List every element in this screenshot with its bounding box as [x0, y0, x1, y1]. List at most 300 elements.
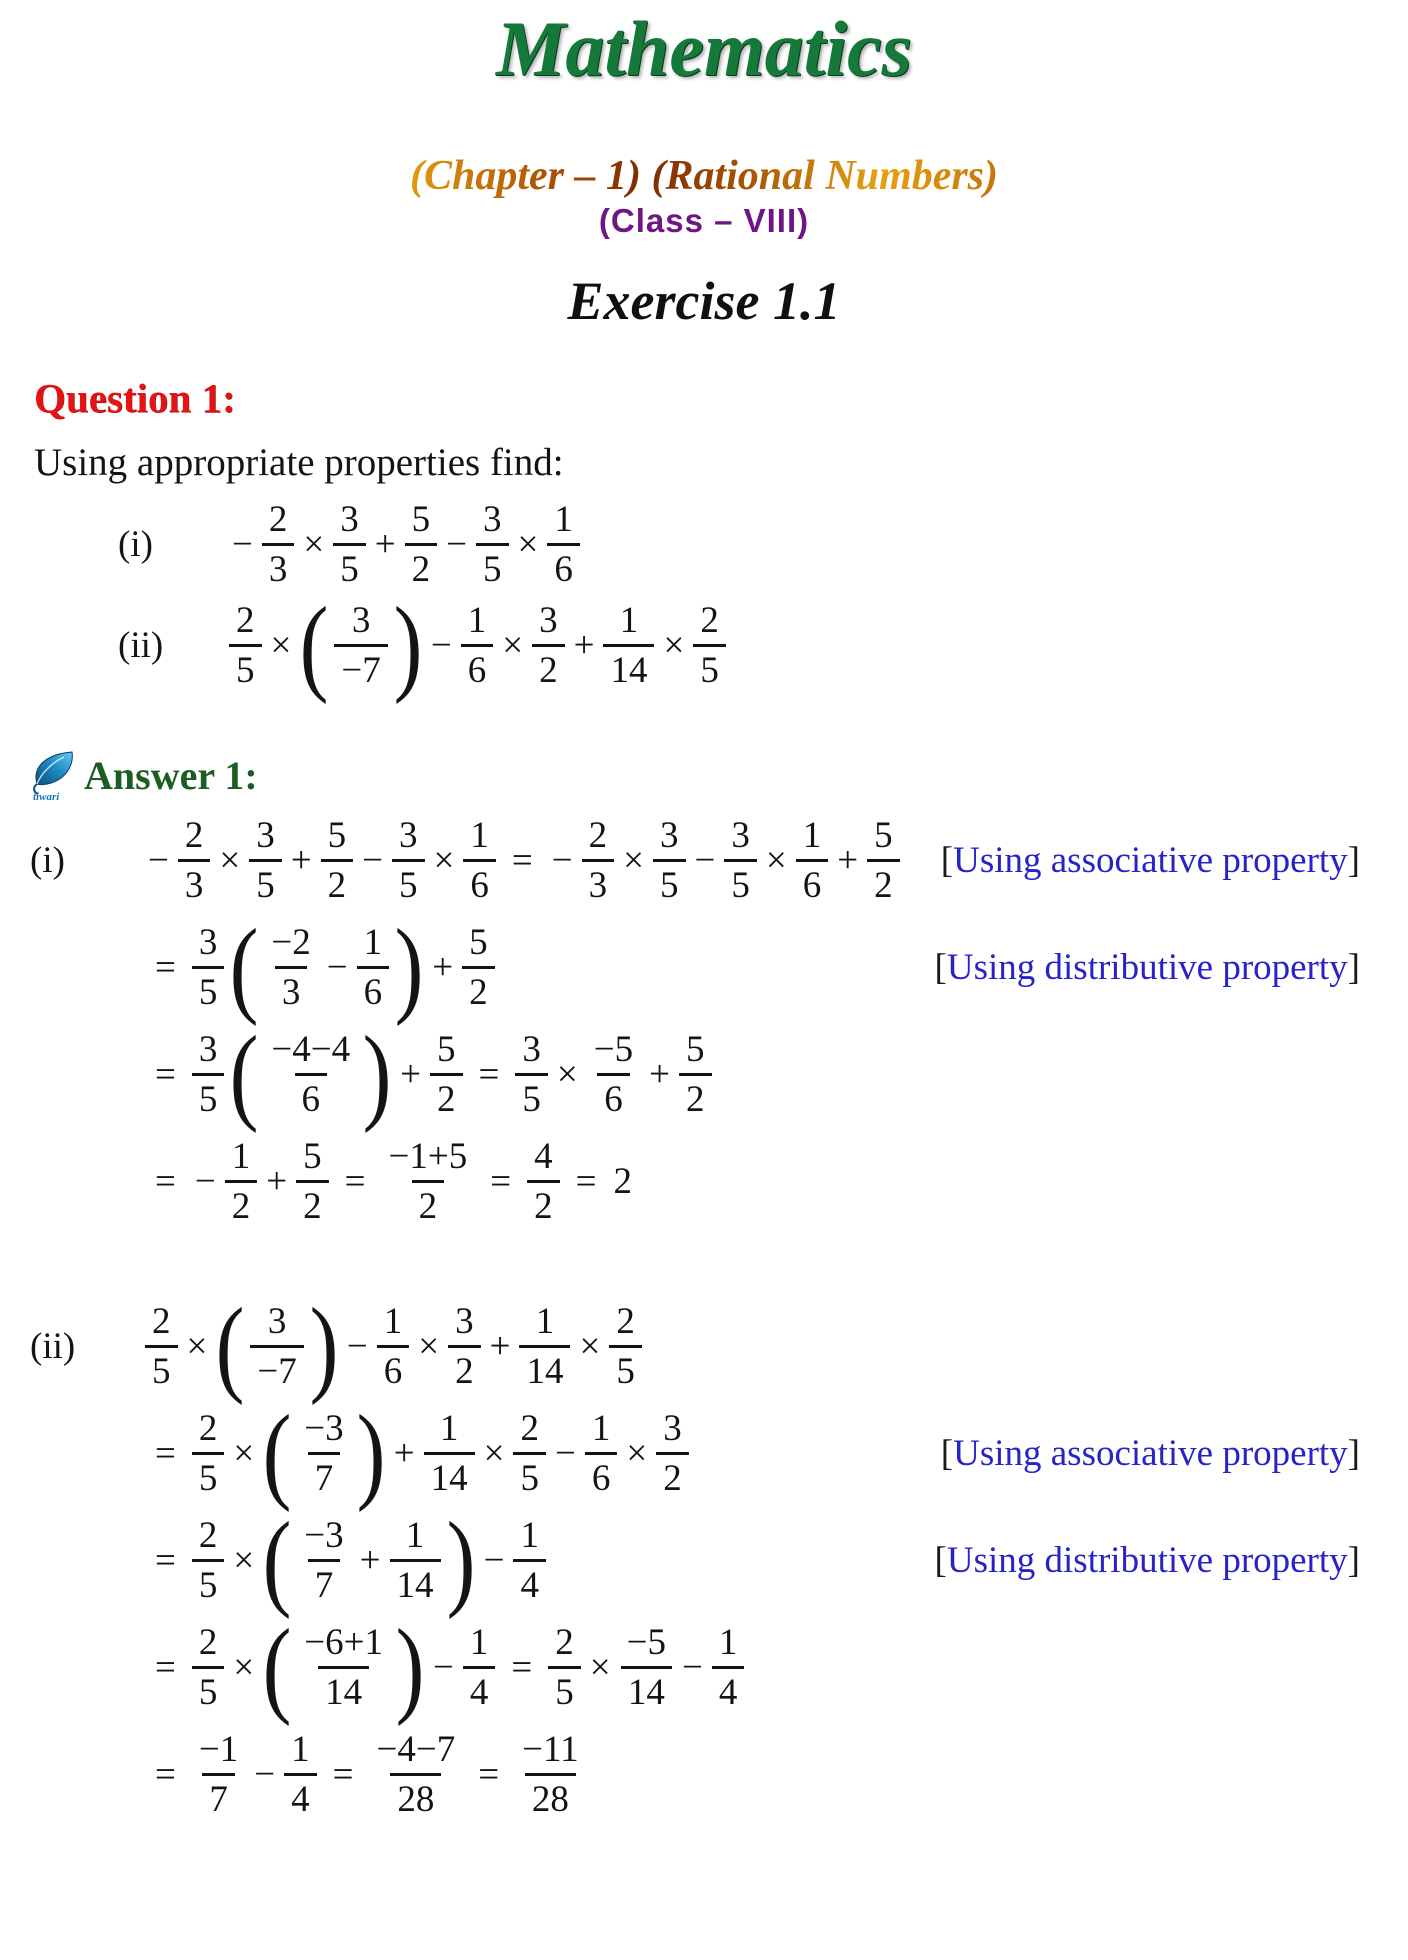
math-operator: × — [556, 1053, 578, 1095]
fraction-numerator: 3 — [198, 1028, 218, 1070]
math-line-ii — [0, 584, 1408, 705]
math-operator: = — [155, 1646, 176, 1688]
math-operator: × — [186, 1325, 208, 1367]
fraction-denominator: 14 — [318, 1666, 369, 1713]
math-fraction — [656, 1408, 689, 1499]
math-fraction — [463, 1622, 496, 1713]
note-close-bracket: ] — [1347, 1432, 1360, 1474]
math-operator: = — [332, 1753, 354, 1795]
note-open-bracket: [ — [934, 1539, 947, 1581]
math-line-i — [0, 499, 1408, 590]
fraction-denominator: 14 — [424, 1452, 475, 1499]
math-fraction — [264, 1029, 357, 1120]
math-operator: + — [837, 839, 859, 881]
math-fraction — [462, 922, 495, 1013]
fraction-numerator: −11 — [522, 1728, 579, 1770]
fraction-numerator: 3 — [660, 814, 679, 856]
math-fraction — [145, 1301, 178, 1392]
math-fraction — [192, 922, 225, 1013]
math-operator: = — [490, 1160, 512, 1202]
fraction-denominator: 4 — [712, 1666, 745, 1713]
line-label: (i) — [118, 523, 153, 565]
line-label: (ii) — [118, 624, 164, 666]
math-operator: + — [489, 1325, 511, 1367]
fraction-denominator: 2 — [405, 543, 438, 590]
property-note — [935, 946, 1360, 989]
fraction-numerator: 5 — [437, 1028, 456, 1070]
note-text: Using associative property — [953, 839, 1348, 881]
fraction-denominator: 6 — [585, 1452, 618, 1499]
math-expression: = $\frac{2}{5}$ × ( $\frac{-3}{7}$ ) + $\frac{1}{14}$ × $\frac{2}{5}$ − $\frac{1}{6}$ × $\frac{3}{2}$ — [142, 1408, 692, 1499]
doc-title: Mathematics — [495, 5, 912, 92]
fraction-denominator: 5 — [653, 859, 686, 906]
math-fraction — [519, 1301, 570, 1392]
fraction-denominator: 5 — [229, 644, 262, 691]
fraction-denominator: 7 — [308, 1452, 341, 1499]
fraction-denominator: 5 — [609, 1345, 642, 1392]
fraction-numerator: 1 — [383, 1300, 403, 1342]
math-fraction — [515, 1029, 548, 1120]
class-heading: (Class – VIII) — [598, 201, 810, 239]
fraction-numerator: 2 — [198, 1621, 218, 1663]
fraction-numerator: 3 — [522, 1028, 541, 1070]
math-operator: − — [694, 839, 716, 881]
fraction-numerator: −2 — [271, 921, 311, 963]
math-operator: − — [551, 839, 573, 881]
note-open-bracket: [ — [940, 839, 954, 881]
math-fraction — [587, 1029, 640, 1120]
fraction-denominator: 6 — [796, 859, 829, 906]
math-fraction — [448, 1301, 481, 1392]
fraction-denominator: 6 — [377, 1345, 410, 1392]
fraction-numerator: 2 — [184, 814, 204, 856]
fraction-denominator: 4 — [284, 1773, 317, 1820]
math-line — [0, 1606, 1408, 1727]
math-fraction — [461, 600, 494, 691]
math-fraction — [796, 815, 829, 906]
math-operator: + — [432, 946, 454, 988]
fraction-denominator: 3 — [582, 859, 615, 906]
math-fraction — [867, 815, 900, 906]
math-expression: = $\frac{2}{5}$ × ( $\frac{-6+1}{14}$ ) − $\frac{1}{4}$ = $\frac{2}{5}$ × $\frac{-5}{14}$ − $\frac{1}{4}$ — [142, 1622, 747, 1713]
fraction-numerator: 5 — [686, 1028, 705, 1070]
math-operator: − — [346, 1325, 368, 1367]
fraction-numerator: 1 — [535, 1300, 555, 1342]
math-operator: − — [430, 624, 452, 666]
fraction-denominator: 2 — [527, 1180, 560, 1227]
fraction-numerator: 2 — [588, 814, 608, 856]
math-expression — [142, 1136, 636, 1227]
fraction-denominator: 14 — [519, 1345, 570, 1392]
chapter-wrap — [0, 90, 1408, 200]
math-operator: = — [155, 946, 176, 988]
fraction-denominator: 2 — [296, 1180, 329, 1227]
tiwari-leaf-logo-icon — [30, 749, 76, 803]
math-number: 2 — [613, 1160, 632, 1202]
fraction-numerator: 2 — [700, 599, 719, 641]
math-fraction — [382, 1136, 475, 1227]
fraction-numerator: 5 — [327, 814, 347, 856]
math-operator: = — [575, 1160, 597, 1202]
note-close-bracket: ] — [1347, 946, 1360, 988]
fraction-numerator: 1 — [291, 1728, 310, 1770]
fraction-numerator: 1 — [439, 1407, 459, 1449]
math-fraction — [333, 499, 366, 590]
fraction-denominator: 2 — [532, 644, 565, 691]
math-fraction — [334, 600, 387, 691]
fraction-numerator: −3 — [304, 1514, 344, 1556]
math-fraction — [297, 1515, 350, 1606]
math-line-ii — [0, 1285, 1408, 1406]
math-fraction — [582, 815, 615, 906]
math-operator: × — [270, 624, 292, 666]
math-operator: × — [579, 1325, 601, 1367]
fraction-denominator: 4 — [513, 1559, 546, 1606]
math-operator: − — [554, 1432, 576, 1474]
math-line — [0, 1392, 1408, 1513]
fraction-numerator: 1 — [467, 599, 487, 641]
fraction-denominator: 3 — [178, 859, 211, 906]
math-fraction — [192, 1408, 225, 1499]
math-operator: × — [517, 523, 539, 565]
fraction-numerator: 3 — [351, 599, 371, 641]
math-operator: − — [148, 839, 169, 881]
note-open-bracket: [ — [940, 1432, 954, 1474]
property-note — [941, 839, 1360, 882]
fraction-denominator: 2 — [867, 859, 900, 906]
fraction-denominator: 3 — [275, 966, 308, 1013]
math-fraction — [405, 499, 438, 590]
math-operator: × — [765, 839, 787, 881]
fraction-numerator: 2 — [268, 498, 288, 540]
math-operator: − — [326, 946, 348, 988]
fraction-numerator: −5 — [626, 1621, 667, 1663]
fraction-numerator: −1+5 — [388, 1135, 468, 1177]
fraction-denominator: 2 — [225, 1180, 258, 1227]
math-fraction — [527, 1136, 560, 1227]
fraction-numerator: 2 — [152, 1300, 171, 1342]
math-fraction — [620, 1622, 673, 1713]
fraction-numerator: 5 — [411, 498, 431, 540]
math-fraction — [192, 1515, 225, 1606]
math-fraction — [724, 815, 757, 906]
question-math-lines — [0, 498, 1408, 705]
math-operator: × — [418, 1325, 440, 1367]
fraction-numerator: 5 — [303, 1135, 322, 1177]
math-fraction — [603, 600, 654, 691]
math-fraction — [250, 1301, 303, 1392]
math-operator: + — [400, 1053, 422, 1095]
fraction-denominator: 7 — [202, 1773, 235, 1820]
fraction-numerator: 3 — [256, 814, 275, 856]
math-fraction — [192, 1729, 245, 1820]
fraction-denominator: 2 — [679, 1073, 712, 1120]
fraction-numerator: 1 — [405, 1514, 425, 1556]
math-operator: − — [433, 1646, 454, 1688]
math-fraction — [548, 1622, 581, 1713]
fraction-numerator: 1 — [591, 1407, 611, 1449]
math-fraction — [585, 1408, 618, 1499]
fraction-denominator: 5 — [513, 1452, 546, 1499]
math-operator: + — [359, 1539, 381, 1581]
fraction-denominator: 2 — [448, 1345, 481, 1392]
note-text: Using distributive property — [946, 946, 1348, 988]
fraction-denominator: 28 — [525, 1773, 576, 1820]
fraction-denominator: 5 — [192, 1452, 225, 1499]
math-operator: = — [155, 1539, 176, 1581]
fraction-denominator: 5 — [249, 859, 282, 906]
math-fraction — [390, 1515, 441, 1606]
math-line — [0, 1136, 1408, 1227]
math-fraction — [357, 922, 390, 1013]
fraction-denominator: 6 — [597, 1073, 630, 1120]
note-open-bracket: [ — [934, 946, 947, 988]
math-fraction — [513, 1515, 546, 1606]
answer-heading — [30, 749, 1408, 803]
math-expression — [142, 815, 903, 906]
math-line-i — [0, 815, 1408, 906]
exercise-heading: Exercise 1.1 — [567, 270, 841, 331]
property-note — [935, 1539, 1360, 1582]
math-fraction — [712, 1622, 745, 1713]
line-label: (i) — [30, 839, 65, 881]
math-line — [0, 1729, 1408, 1820]
fraction-numerator: 1 — [554, 498, 573, 540]
math-operator: − — [254, 1753, 276, 1795]
math-expression — [226, 499, 583, 590]
math-fraction — [370, 1729, 463, 1820]
note-close-bracket: ] — [1347, 839, 1360, 881]
math-expression: = $\frac{2}{5}$ × ( $\frac{-3}{7}$ + $\frac{1}{14}$ ) − $\frac{1}{4}$ — [142, 1515, 549, 1606]
fraction-denominator: 5 — [192, 1073, 225, 1120]
fraction-denominator: 2 — [321, 859, 354, 906]
question-intro: Using appropriate properties find: — [34, 440, 564, 484]
fraction-numerator: −1 — [198, 1728, 239, 1770]
fraction-numerator: 3 — [198, 921, 218, 963]
fraction-denominator: 5 — [548, 1666, 581, 1713]
answer-title: Answer 1: — [84, 753, 258, 799]
math-operator: + — [266, 1160, 288, 1202]
math-fraction — [284, 1729, 317, 1820]
note-text: Using associative property — [953, 1432, 1348, 1474]
math-operator: × — [623, 839, 644, 881]
fraction-numerator: 2 — [236, 599, 255, 641]
fraction-numerator: 2 — [198, 1407, 218, 1449]
fraction-numerator: 2 — [520, 1407, 539, 1449]
math-fraction — [679, 1029, 712, 1120]
math-fraction — [192, 1029, 225, 1120]
fraction-denominator: 6 — [547, 543, 580, 590]
math-operator: × — [433, 839, 455, 881]
math-fraction — [229, 600, 262, 691]
fraction-denominator: 7 — [308, 1559, 341, 1606]
fraction-denominator: 6 — [295, 1073, 328, 1120]
math-fraction — [249, 815, 282, 906]
fraction-numerator: −4−7 — [376, 1728, 456, 1770]
math-fraction — [609, 1301, 642, 1392]
math-operator: + — [290, 839, 312, 881]
chapter-heading: (Chapter – 1) (Rational Numbers) — [409, 152, 999, 199]
math-operator: = — [344, 1160, 366, 1202]
math-fraction — [225, 1136, 258, 1227]
fraction-denominator: 2 — [412, 1180, 445, 1227]
fraction-denominator: 5 — [145, 1345, 178, 1392]
fraction-numerator: 1 — [718, 1621, 738, 1663]
math-fraction — [321, 815, 354, 906]
fraction-denominator: 14 — [603, 644, 654, 691]
fraction-numerator: 2 — [616, 1300, 635, 1342]
math-fraction — [476, 499, 509, 590]
fraction-denominator: 3 — [262, 543, 295, 590]
fraction-numerator: 3 — [731, 814, 750, 856]
fraction-numerator: 1 — [470, 814, 489, 856]
math-fraction — [297, 1408, 350, 1499]
fraction-numerator: 1 — [469, 1621, 489, 1663]
math-fraction — [192, 1622, 225, 1713]
fraction-denominator: 5 — [192, 1559, 225, 1606]
math-operator: − — [362, 839, 383, 881]
math-fraction — [515, 1729, 586, 1820]
math-fraction — [296, 1136, 329, 1227]
math-fraction — [693, 600, 726, 691]
fraction-numerator: 3 — [539, 599, 558, 641]
math-operator: − — [232, 523, 253, 565]
fraction-numerator: −4−4 — [271, 1028, 351, 1070]
logo-text: tiwari — [33, 790, 60, 803]
math-operator: × — [589, 1646, 611, 1688]
fraction-numerator: 1 — [520, 1514, 539, 1556]
math-expression: $\frac{2}{5}$ × ( $\frac{3}{-7}$ ) − $\frac{1}{6}$ × $\frac{3}{2}$ + $\frac{1}{14}$ × $\frac{2}{5}$ — [226, 600, 729, 691]
math-operator: − — [483, 1539, 505, 1581]
math-operator: + — [573, 624, 595, 666]
math-operator: = — [155, 1053, 176, 1095]
fraction-denominator: 5 — [392, 859, 425, 906]
math-operator: + — [374, 523, 396, 565]
fraction-denominator: 6 — [461, 644, 494, 691]
math-line — [0, 1013, 1408, 1134]
fraction-numerator: 3 — [663, 1407, 682, 1449]
fraction-numerator: 4 — [534, 1135, 553, 1177]
math-operator: = — [511, 1646, 533, 1688]
fraction-numerator: 1 — [363, 921, 383, 963]
math-fraction — [178, 815, 211, 906]
fraction-denominator: 4 — [463, 1666, 496, 1713]
note-close-bracket: ] — [1347, 1539, 1360, 1581]
math-fraction — [532, 600, 565, 691]
fraction-denominator: −7 — [334, 644, 387, 691]
math-fraction — [513, 1408, 546, 1499]
fraction-numerator: 3 — [399, 814, 418, 856]
math-fraction — [264, 922, 317, 1013]
header-block — [0, 5, 1408, 332]
fraction-denominator: 28 — [390, 1773, 441, 1820]
question-title: Question 1: — [34, 374, 236, 421]
math-fraction — [547, 499, 580, 590]
math-operator: − — [682, 1646, 703, 1688]
fraction-numerator: −3 — [304, 1407, 344, 1449]
math-operator: = — [155, 1160, 176, 1202]
math-operator: = — [511, 839, 533, 881]
fraction-numerator: 1 — [231, 1135, 251, 1177]
fraction-numerator: 2 — [555, 1621, 574, 1663]
math-operator: × — [233, 1646, 255, 1688]
math-operator: + — [649, 1053, 671, 1095]
math-fraction — [430, 1029, 463, 1120]
math-operator: = — [478, 1753, 500, 1795]
fraction-denominator: 5 — [724, 859, 757, 906]
math-operator: × — [626, 1432, 648, 1474]
fraction-denominator: 6 — [357, 966, 390, 1013]
math-operator: × — [483, 1432, 505, 1474]
math-fraction — [392, 815, 425, 906]
fraction-numerator: 1 — [802, 814, 822, 856]
fraction-denominator: 5 — [693, 644, 726, 691]
fraction-numerator: 1 — [619, 599, 639, 641]
fraction-denominator: 2 — [462, 966, 495, 1013]
math-operator: × — [663, 624, 685, 666]
property-note — [941, 1432, 1360, 1475]
math-operator: + — [393, 1432, 415, 1474]
math-fraction — [463, 815, 496, 906]
math-expression — [142, 1729, 589, 1820]
fraction-denominator: 6 — [463, 859, 496, 906]
fraction-denominator: 2 — [656, 1452, 689, 1499]
fraction-numerator: 5 — [874, 814, 893, 856]
math-fraction — [262, 499, 295, 590]
math-operator: × — [303, 523, 325, 565]
math-operator: × — [219, 839, 241, 881]
fraction-numerator: 2 — [198, 1514, 218, 1556]
math-fraction — [377, 1301, 410, 1392]
line-label: (ii) — [30, 1325, 76, 1367]
fraction-denominator: 5 — [476, 543, 509, 590]
math-line — [0, 906, 1408, 1027]
fraction-denominator: 5 — [333, 543, 366, 590]
fraction-denominator: 5 — [515, 1073, 548, 1120]
math-operator: × — [233, 1432, 255, 1474]
math-fraction — [653, 815, 686, 906]
fraction-numerator: 3 — [340, 498, 359, 540]
math-operator: = — [478, 1053, 500, 1095]
fraction-denominator: 5 — [192, 1666, 225, 1713]
math-line — [0, 1499, 1408, 1620]
math-operator: × — [233, 1539, 255, 1581]
math-operator: − — [194, 1160, 216, 1202]
math-operator: = — [155, 1753, 176, 1795]
note-text: Using distributive property — [946, 1539, 1348, 1581]
fraction-numerator: −5 — [593, 1028, 634, 1070]
fraction-denominator: 5 — [192, 966, 225, 1013]
math-fraction — [424, 1408, 475, 1499]
fraction-denominator: −7 — [250, 1345, 303, 1392]
math-expression: = $\frac{3}{5}$ ( $\frac{-4-4}{6}$ ) + $\frac{5}{2}$ = $\frac{3}{5}$ × $\frac{-5}{6}$ + $\frac{5}{2}$ — [142, 1029, 715, 1120]
math-operator: × — [502, 624, 524, 666]
fraction-numerator: 3 — [267, 1300, 287, 1342]
math-expression: $\frac{2}{5}$ × ( $\frac{3}{-7}$ ) − $\frac{1}{6}$ × $\frac{3}{2}$ + $\frac{1}{14}$ × $\frac{2}{5}$ — [142, 1301, 645, 1392]
math-expression: = $\frac{3}{5}$ ( $\frac{-2}{3}$ − $\frac{1}{6}$ ) + $\frac{5}{2}$ — [142, 922, 498, 1013]
fraction-numerator: 3 — [455, 1300, 474, 1342]
math-operator: = — [155, 1432, 176, 1474]
math-operator: − — [446, 523, 467, 565]
fraction-denominator: 2 — [430, 1073, 463, 1120]
fraction-denominator: 14 — [621, 1666, 672, 1713]
answer-math-lines — [0, 815, 1408, 1820]
fraction-numerator: −6+1 — [304, 1621, 384, 1663]
math-fraction — [297, 1622, 390, 1713]
fraction-denominator: 14 — [390, 1559, 441, 1606]
fraction-numerator: 3 — [483, 498, 502, 540]
fraction-numerator: 5 — [469, 921, 488, 963]
